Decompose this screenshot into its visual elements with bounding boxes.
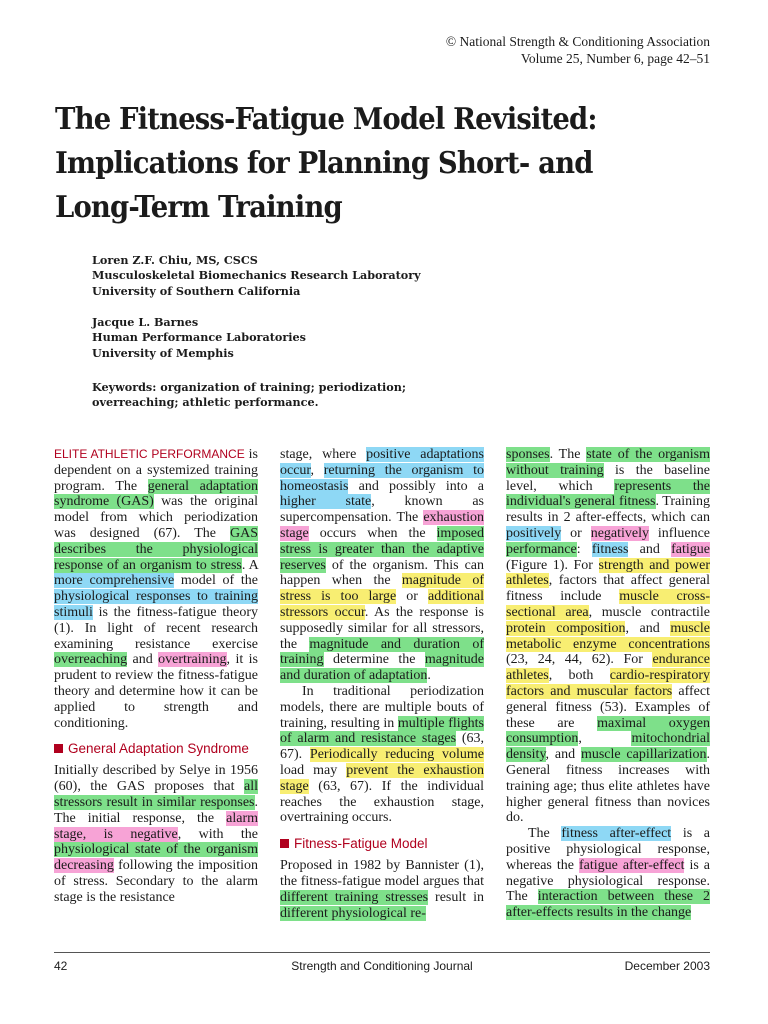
author-name: Jacque L. Barnes <box>92 314 199 329</box>
paragraph: In traditional periodization models, there are multiple bouts of training, resulting in multiple flights of alarm and resistance stages (63, 67). Periodically reducing volume load may prevent the exhaustion stage (63, 67). If the individual reaches the exhaustion stage, overtraining occurs. <box>280 683 484 826</box>
title-line: Implications for Planning Short- and <box>55 145 593 180</box>
paragraph: ELITE ATHLETIC PERFORMANCE is dependent on a systemized training program. The general adaptation syndrome (GAS) was the original model from which periodization was designed (67). The GAS describes the physiological response of an organism to stress. A more comprehensive model of the physiological responses to training stimuli is the fitness-fatigue theory (1). In light of recent research examining resistance exercise overreaching and overtraining, it is prudent to review the fitness-fatigue theory and determine how it can be applied to strength and conditioning. <box>54 447 259 731</box>
authors <box>92 253 421 377</box>
author-affiliation: Musculoskeletal Biomechanics Research Laboratory <box>92 268 421 283</box>
keywords <box>92 380 652 411</box>
title-line: The Fitness-Fatigue Model Revisited: <box>55 101 597 136</box>
section-title: General Adaptation Syndrome <box>68 741 249 757</box>
paragraph: Proposed in 1982 by Bannister (1), the fitness-fatigue model argues that different training stresses result in different physiological re- <box>280 858 484 921</box>
page-number: 42 <box>54 959 68 973</box>
lead-in: ELITE ATHLETIC PERFORMANCE <box>54 447 245 461</box>
section-heading-ffm <box>280 836 484 852</box>
page-footer <box>54 952 710 973</box>
title-line: Long-Term Training <box>55 189 342 224</box>
author-institution: University of Southern California <box>92 283 301 298</box>
volume-info: Volume 25, Number 6, page 42–51 <box>520 51 710 66</box>
issue-date: December 2003 <box>624 959 710 973</box>
paragraph: The fitness after-effect is a positive physiological response, whereas the fatigue after-effect is a negative physiological response. The interaction between these 2 after-effects results in the change <box>506 826 711 921</box>
paragraph: sponses. The state of the organism without training is the baseline level, which represents the individual's general fitness. Training results in 2 after-effects, which can positively or negatively influence performance: fitness and fatigue (Figure 1). For strength and power athletes, factors that affect general fitness include muscle cross-sectional area, muscle contractile protein composition, and muscle metabolic enzyme concentrations (23, 24, 44, 62). For endurance athletes, both cardio-respiratory factors and muscular factors affect general fitness (53). Examples of these are maximal oxygen consumption, mitochondrial density, and muscle capillarization. General fitness increases with training age; thus elite athletes have higher general fitness than novices do. <box>506 447 711 826</box>
column-1 <box>54 447 258 906</box>
column-2 <box>280 447 484 921</box>
section-heading-gas <box>54 741 258 757</box>
section-marker-icon <box>280 839 289 848</box>
keywords-line: overreaching; athletic performance. <box>92 395 319 410</box>
section-title: Fitness-Fatigue Model <box>294 836 428 852</box>
paragraph: stage, where positive adaptations occur, returning the organism to homeostasis and possibly into a higher state, known as supercompensation. The exhaustion stage occurs when the imposed stress is greater than the adaptive reserves of the organism. This can happen when the magnitude of stress is too large or additional stressors occur. As the response is supposedly similar for all stressors, the magnitude and duration of training determine the magnitude and duration of adaptation. <box>280 447 484 684</box>
article-title <box>55 97 678 229</box>
keywords-line: Keywords: organization of training; periodization; <box>92 380 407 394</box>
author-institution: University of Memphis <box>92 345 234 360</box>
author-block <box>92 253 421 299</box>
column-3 <box>506 447 710 921</box>
copyright: © National Strength & Conditioning Association <box>445 34 710 49</box>
section-marker-icon <box>54 744 63 753</box>
author-name: Loren Z.F. Chiu, MS, CSCS <box>92 253 258 267</box>
author-block <box>92 315 421 361</box>
publication-info <box>446 33 710 67</box>
author-affiliation: Human Performance Laboratories <box>92 330 306 345</box>
journal-name: Strength and Conditioning Journal <box>291 959 473 973</box>
paragraph: Initially described by Selye in 1956 (60), the GAS proposes that all stressors result in similar responses. The initial response, the alarm stage, is negative, with the physiological state of the organism decreasing following the imposition of stress. Secondary to the alarm stage is the resistance <box>54 763 258 905</box>
